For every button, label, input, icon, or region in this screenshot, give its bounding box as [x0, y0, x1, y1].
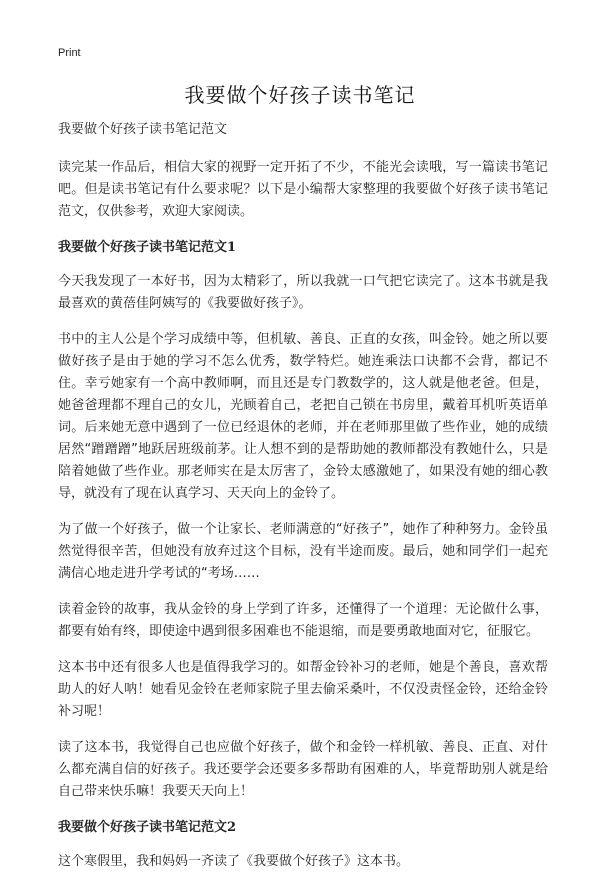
paragraph: 读了这本书，我觉得自己也应做个好孩子，做个和金铃一样机敏、善良、正直、对什么都充满自信的好孩子。我还要学会还要多多帮助有困难的人，毕竟帮助别人就是给自己带来快乐嘛！我要天天向上！ — [58, 740, 548, 799]
article-subtitle: 我要做个好孩子读书笔记范文 — [58, 122, 228, 137]
intro-paragraph: 读完某一作品后，相信大家的视野一定开拓了不少，不能光会读哦，写一篇读书笔记吧。但是读书笔记有什么要求呢？以下是小编帮大家整理的我要做个好孩子读书笔记范文，仅供参考，欢迎大家阅读。 — [58, 160, 548, 219]
article-body — [58, 119, 548, 887]
paragraph: 书中的主人公是个学习成绩中等，但机敏、善良、正直的女孩，叫金铃。她之所以要做好孩子是由于她的学习不怎么优秀，数学特烂。她连乘法口诀都不会背，都记不住。幸亏她家有一个高中教师啊，而且还是专门教数学的，这人就是他老爸。但是，她爸爸理都不理自己的女儿，光顾着自己，老把自己锁在书房里，戴着耳机听英语单词。后来她无意中遇到了一位已经退休的老师，并在老师那里做了些作业，她的成绩居然“蹭蹭蹭”地跃居班级前茅。让人想不到的是帮助她的教师都没有教她什么，只是陪着她做了些作业。那老师实在是太厉害了，金铃太感激她了，如果没有她的细心教导，就没有了现在认真学习、天天向上的金铃了。 — [58, 332, 548, 501]
paragraph: 这本书中还有很多人也是值得我学习的。如帮金铃补习的老师，她是个善良，喜欢帮助人的好人呐！她看见金铃在老师家院子里去偷采桑叶，不仅没责怪金铃，还给金铃补习呢！ — [58, 660, 548, 719]
paragraph: 为了做一个好孩子，做一个让家长、老师满意的“好孩子”，她作了种种努力。金铃虽然觉得很辛苦，但她没有放弃过这个目标，没有半途而废。最后，她和同学们一起充满信心地走进升学考试的“考场…… — [58, 522, 548, 581]
section-heading-2: 我要做个好孩子读书笔记范文2 — [58, 820, 237, 835]
print-link[interactable]: Print — [58, 47, 81, 59]
paragraph: 今天我发现了一本好书，因为太精彩了，所以我就一口气把它读完了。这本书就是我最喜欢的黄蓓佳阿姨写的《我要做好孩子》。 — [58, 274, 548, 311]
page-title: 我要做个好孩子读书笔记 — [184, 83, 416, 107]
paragraph: 读着金铃的故事，我从金铃的身上学到了许多，还懂得了一个道理：无论做什么事，都要有始有终，即使途中遇到很多困难也不能退缩，而是要勇敢地面对它，征服它。 — [58, 602, 548, 639]
section-heading-1: 我要做个好孩子读书笔记范文1 — [58, 240, 237, 255]
paragraph: 这个寒假里，我和妈妈一齐读了《我要做个好孩子》这本书。 — [58, 854, 410, 869]
